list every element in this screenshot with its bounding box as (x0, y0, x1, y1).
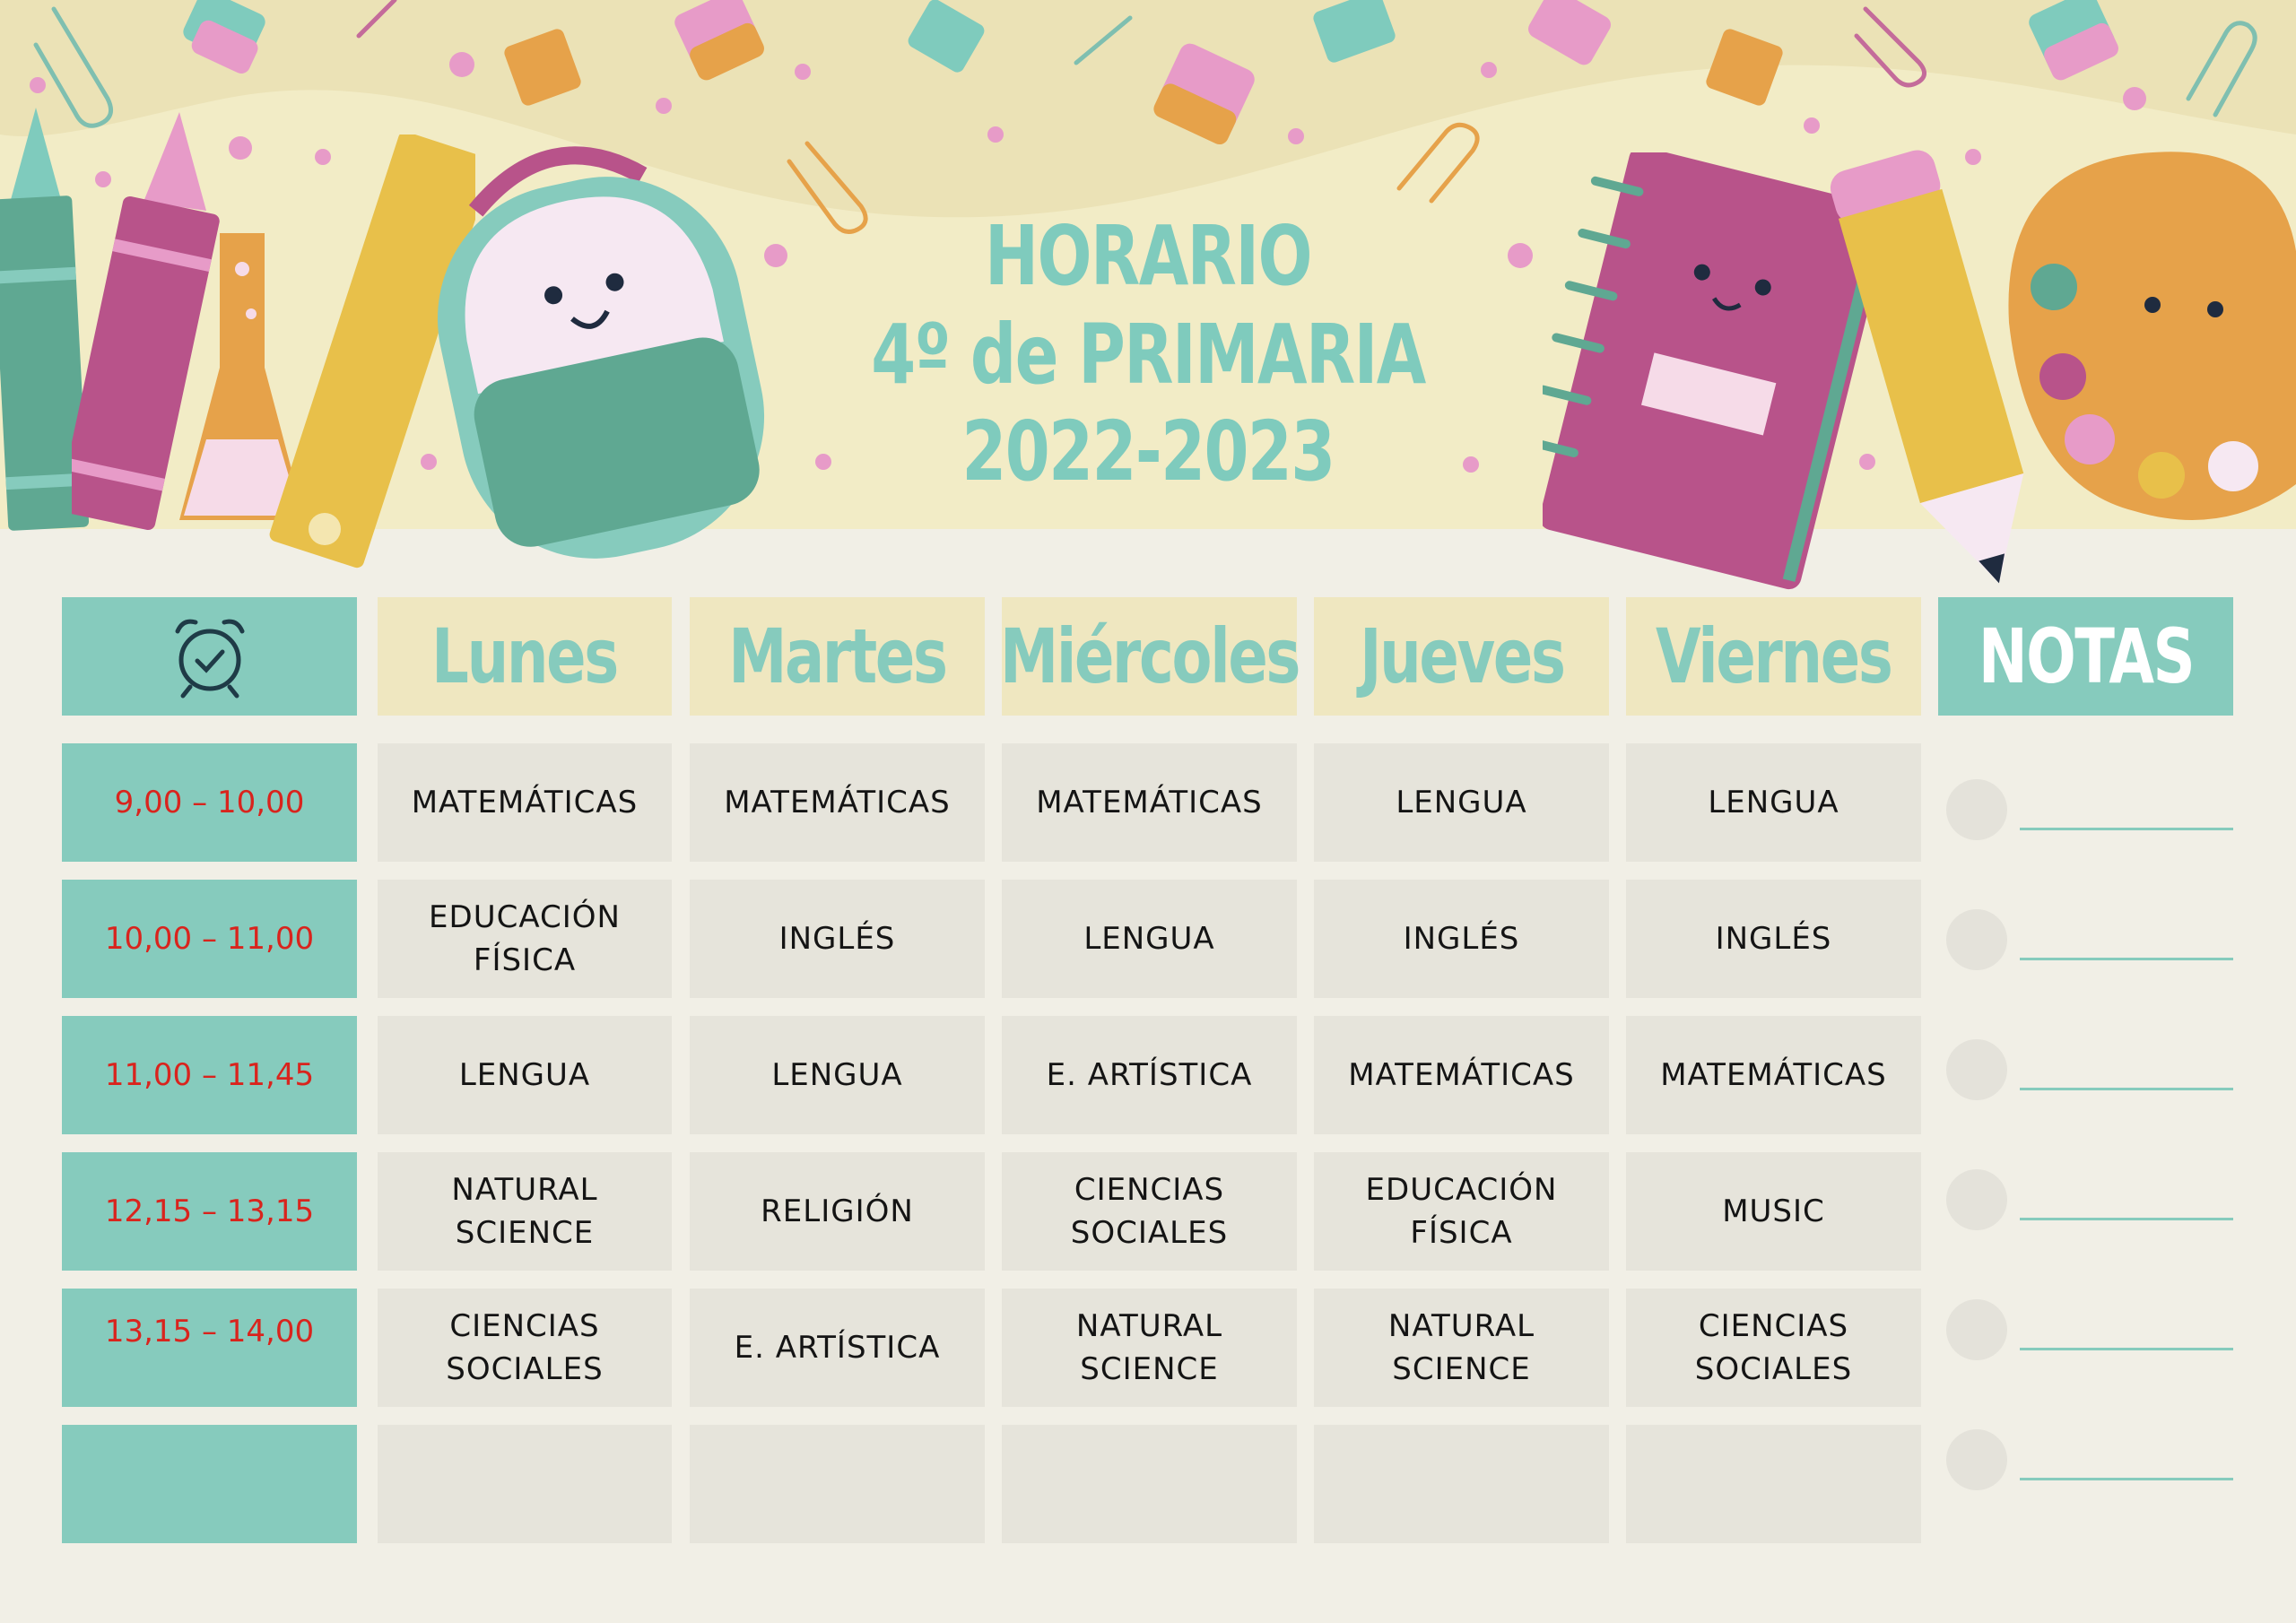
title-horario: HORARIO (985, 208, 1311, 304)
schedule-cell: CIENCIAS SOCIALES (378, 1289, 672, 1407)
note-checkbox[interactable] (1946, 1429, 2007, 1490)
header-day-martes: Martes (690, 597, 985, 716)
time-slot: 11,00 – 11,45 (62, 1016, 357, 1134)
schedule-cell: NATURAL SCIENCE (1314, 1289, 1609, 1407)
header-notas: NOTAS (1938, 597, 2233, 716)
header-day-jueves: Jueves (1314, 597, 1609, 716)
schedule-cell: CIENCIAS SOCIALES (1002, 1152, 1297, 1271)
note-line[interactable] (2020, 1478, 2233, 1480)
schedule-cell: LENGUA (1002, 880, 1297, 998)
schedule-cell: MATEMÁTICAS (378, 743, 672, 862)
schedule-cell: E. ARTÍSTICA (1002, 1016, 1297, 1134)
note-checkbox[interactable] (1946, 1299, 2007, 1360)
header-clock-cell (62, 597, 357, 716)
schedule-cell: EDUCACIÓN FÍSICA (378, 880, 672, 998)
title-grade: 4º de PRIMARIA (871, 307, 1425, 403)
schedule-cell: LENGUA (378, 1016, 672, 1134)
schedule-cell: LENGUA (1626, 743, 1921, 862)
time-slot: 9,00 – 10,00 (62, 743, 357, 862)
schedule-cell (378, 1425, 672, 1543)
time-slot: 10,00 – 11,00 (62, 880, 357, 998)
header-day-lunes: Lunes (378, 597, 672, 716)
schedule-cell: EDUCACIÓN FÍSICA (1314, 1152, 1609, 1271)
schedule-cell: CIENCIAS SOCIALES (1626, 1289, 1921, 1407)
schedule-cell (690, 1425, 985, 1543)
schedule-cell: LENGUA (1314, 743, 1609, 862)
schedule-cell (1314, 1425, 1609, 1543)
schedule-cell: LENGUA (690, 1016, 985, 1134)
schedule-cell: INGLÉS (1314, 880, 1609, 998)
note-line[interactable] (2020, 958, 2233, 960)
title-school-year: 2022-2023 (961, 404, 1335, 499)
schedule-cell: MATEMÁTICAS (1002, 743, 1297, 862)
note-checkbox[interactable] (1946, 779, 2007, 840)
header-day-miercoles: Miércoles (1002, 597, 1297, 716)
schedule-cell: E. ARTÍSTICA (690, 1289, 985, 1407)
note-line[interactable] (2020, 828, 2233, 830)
schedule-cell (1002, 1425, 1297, 1543)
alarm-clock-icon (165, 612, 255, 701)
schedule-cell: NATURAL SCIENCE (1002, 1289, 1297, 1407)
schedule-cell: MUSIC (1626, 1152, 1921, 1271)
schedule-cell: MATEMÁTICAS (1314, 1016, 1609, 1134)
note-line[interactable] (2020, 1348, 2233, 1350)
note-checkbox[interactable] (1946, 909, 2007, 970)
schedule-cell: INGLÉS (690, 880, 985, 998)
schedule-cell: RELIGIÓN (690, 1152, 985, 1271)
schedule-cell: MATEMÁTICAS (1626, 1016, 1921, 1134)
header-banner (0, 0, 2296, 538)
time-slot: 13,15 – 14,00 (62, 1289, 357, 1407)
note-checkbox[interactable] (1946, 1169, 2007, 1230)
note-line[interactable] (2020, 1218, 2233, 1220)
schedule-cell (1626, 1425, 1921, 1543)
schedule-cell: NATURAL SCIENCE (378, 1152, 672, 1271)
time-slot (62, 1425, 357, 1543)
schedule-cell: MATEMÁTICAS (690, 743, 985, 862)
header-day-viernes: Viernes (1626, 597, 1921, 716)
note-checkbox[interactable] (1946, 1039, 2007, 1100)
schedule-cell: INGLÉS (1626, 880, 1921, 998)
time-slot: 12,15 – 13,15 (62, 1152, 357, 1271)
note-line[interactable] (2020, 1088, 2233, 1090)
